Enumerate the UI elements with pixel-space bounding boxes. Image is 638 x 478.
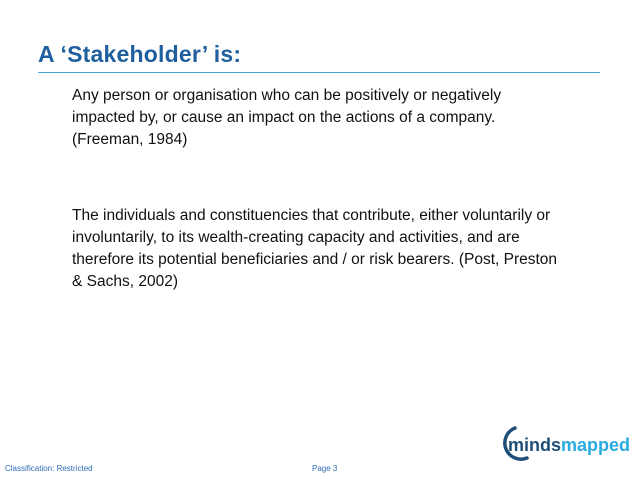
definition-freeman: Any person or organisation who can be positively or negatively impacted by, or cause an impact on the actions of a company. (Freeman, 1984) xyxy=(72,87,502,148)
title-divider xyxy=(38,72,600,73)
mindsmapped-logo xyxy=(497,422,635,466)
slide-title: A ‘Stakeholder’ is: xyxy=(38,41,242,67)
page-number: Page 3 xyxy=(312,464,338,473)
logo-text-minds: minds xyxy=(508,435,562,455)
svg-text:mindsmapped xyxy=(508,435,630,455)
classification-label: Classification: Restricted xyxy=(5,464,93,473)
logo-text-mapped: mapped xyxy=(561,435,631,455)
definition-post-preston-sachs: The individuals and constituencies that contribute, either voluntarily or involuntarily, to its wealth-creating capacity and activities, and are therefore its potential beneficiaries and / or risk bearers. (Post, Preston & Sachs, 2002) xyxy=(72,207,558,290)
